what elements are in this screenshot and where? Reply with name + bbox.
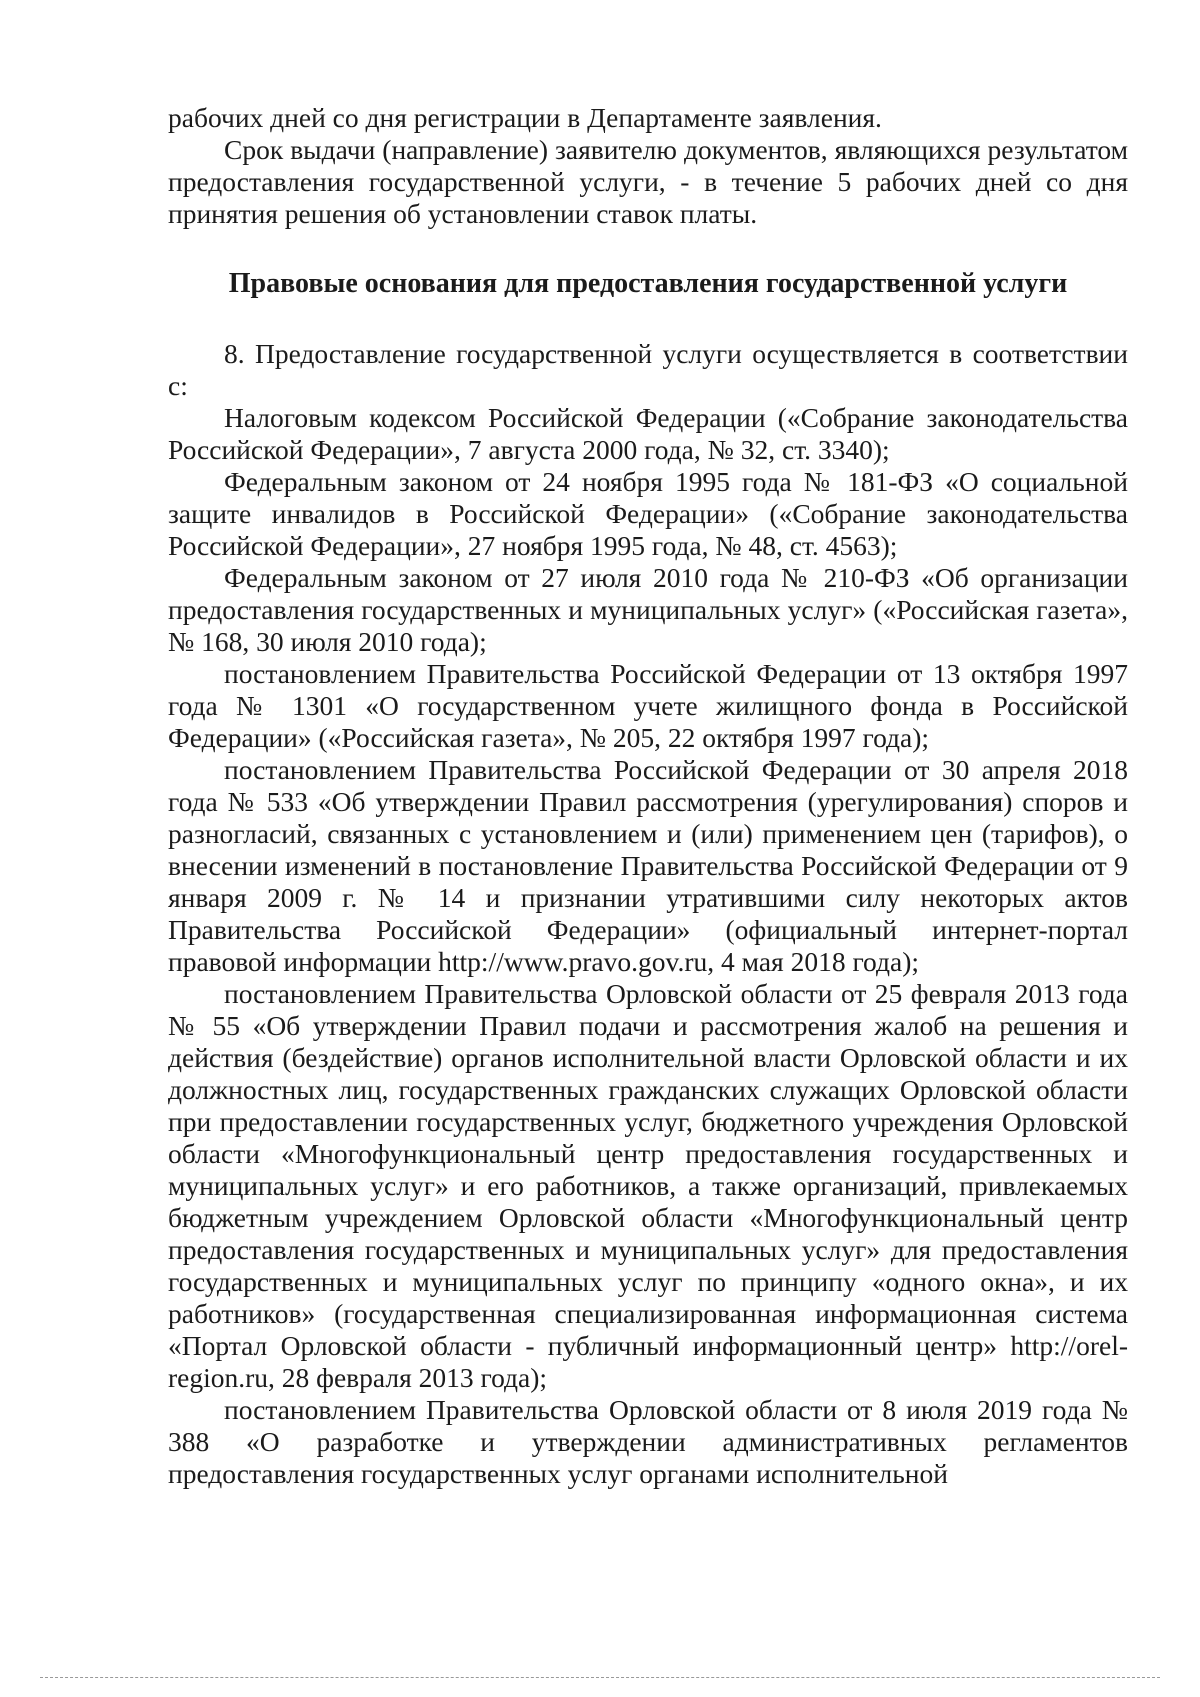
paragraph-resolution-533: постановлением Правительства Российской Федерации от 30 апреля 2018 года № 533 «Об утверждении Правил рассмотрения (урегулирования) споров и разногласий, связанных с установлением и (или) применением цен (тарифов), о внесении изменений в постановление Правительства Российской Федерации от 9 января 2009 г. № 14 и признании утратившими силу некоторых актов Правительства Российской Федерации» (официальный интернет-портал правовой информации http://www.pravo.gov.ru, 4 мая 2018 года); [168, 754, 1128, 977]
paragraph-law-181: Федеральным законом от 24 ноября 1995 года № 181-ФЗ «О социальной защите инвалидов в Российской Федерации» («Собрание законодательства Российской Федерации», 27 ноября 1995 года, № 48, ст. 4563); [168, 466, 1128, 561]
document-page [168, 102, 1128, 1490]
paragraph-tax-code: Налоговым кодексом Российской Федерации («Собрание законодательства Российской Федерации», 7 августа 2000 года, № 32, ст. 3340); [168, 402, 1128, 465]
section-heading: Правовые основания для предоставления государственной услуги [228, 268, 1068, 299]
paragraph-law-210: Федеральным законом от 27 июля 2010 года № 210-ФЗ «Об организации предоставления государственных и муниципальных услуг» («Российская газета», № 168, 30 июля 2010 года); [168, 562, 1128, 657]
paragraph-item-8: 8. Предоставление государственной услуги осуществляется в соответствии с: [168, 338, 1128, 401]
scan-edge-line [40, 1677, 1160, 1678]
paragraph-issue-deadline: Срок выдачи (направление) заявителю документов, являющихся результатом предоставления государственной услуги, - в течение 5 рабочих дней со дня принятия решения об установлении ставок платы. [168, 134, 1128, 229]
paragraph-resolution-1301: постановлением Правительства Российской Федерации от 13 октября 1997 года № 1301 «О государственном учете жилищного фонда в Российской Федерации» («Российская газета», № 205, 22 октября 1997 года); [168, 658, 1128, 753]
paragraph-continuation: рабочих дней со дня регистрации в Департаменте заявления. [168, 102, 882, 133]
paragraph-resolution-388: постановлением Правительства Орловской области от 8 июля 2019 года № 388 «О разработке и утверждении административных регламентов предоставления государственных услуг органами исполнительной [168, 1394, 1128, 1489]
paragraph-resolution-55: постановлением Правительства Орловской области от 25 февраля 2013 года № 55 «Об утверждении Правил подачи и рассмотрения жалоб на решения и действия (бездействие) органов исполнительной власти Орловской области и их должностных лиц, государственных гражданских служащих Орловской области при предоставлении государственных услуг, бюджетного учреждения Орловской области «Многофункциональный центр предоставления государственных и муниципальных услуг» и его работников, а также организаций, привлекаемых бюджетным учреждением Орловской области «Многофункциональный центр предоставления государственных и муниципальных услуг» для предоставления государственных и муниципальных услуг по принципу «одного окна», и их работников» (государственная специализированная информационная система «Портал Орловской области - публичный информационный центр» http://orel-region.ru, 28 февраля 2013 года); [168, 978, 1128, 1393]
